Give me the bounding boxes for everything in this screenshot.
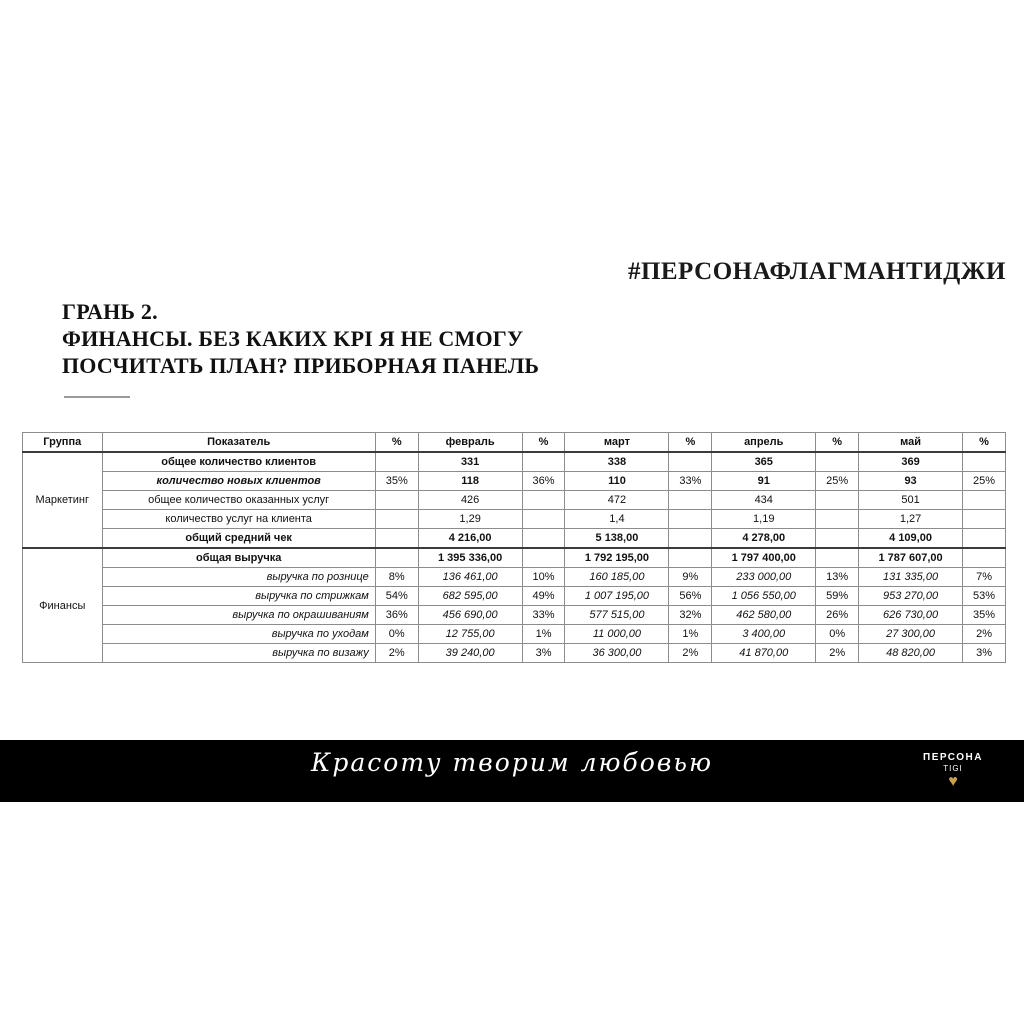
pct-feb: 0% [375,625,418,644]
value-feb: 1,29 [418,510,522,529]
header-pct-3: % [669,433,712,453]
pct-may [816,510,859,529]
pct-mar: 10% [522,568,565,587]
value-apr: 3 400,00 [712,625,816,644]
value-may: 131 335,00 [859,568,963,587]
pct-last [963,491,1006,510]
metric-label: общий средний чек [102,529,375,549]
value-mar: 36 300,00 [565,644,669,663]
header-pct-2: % [522,433,565,453]
value-mar: 5 138,00 [565,529,669,549]
value-feb: 39 240,00 [418,644,522,663]
value-apr: 41 870,00 [712,644,816,663]
pct-last: 53% [963,587,1006,606]
value-feb: 682 595,00 [418,587,522,606]
value-apr: 4 278,00 [712,529,816,549]
pct-last: 7% [963,568,1006,587]
table-row [23,510,1006,529]
pct-mar: 36% [522,472,565,491]
pct-may [816,529,859,549]
metric-label: выручка по уходам [102,625,375,644]
pct-may: 25% [816,472,859,491]
value-may: 48 820,00 [859,644,963,663]
pct-may: 26% [816,606,859,625]
value-mar: 160 185,00 [565,568,669,587]
pct-may [816,491,859,510]
table-row [23,472,1006,491]
table-row [23,568,1006,587]
value-apr: 1,19 [712,510,816,529]
pct-mar [522,529,565,549]
value-apr: 1 797 400,00 [712,548,816,568]
pct-apr [669,548,712,568]
pct-feb: 36% [375,606,418,625]
kpi-table [22,432,1006,663]
header-pct-5: % [963,433,1006,453]
metric-label: количество новых клиентов [102,472,375,491]
header-march: март [565,433,669,453]
value-may: 93 [859,472,963,491]
table-row [23,606,1006,625]
value-feb: 136 461,00 [418,568,522,587]
pct-last [963,510,1006,529]
value-may: 27 300,00 [859,625,963,644]
value-may: 369 [859,452,963,472]
pct-apr [669,491,712,510]
pct-feb [375,510,418,529]
brand-logo [910,752,996,792]
heart-icon: ♥ [948,773,958,790]
value-feb: 426 [418,491,522,510]
title-line-1: ГРАНЬ 2. [62,299,158,324]
header-february: февраль [418,433,522,453]
pct-may [816,452,859,472]
title-line-3: ПОСЧИТАТЬ ПЛАН? ПРИБОРНАЯ ПАНЕЛЬ [62,353,540,378]
pct-feb: 54% [375,587,418,606]
metric-label: выручка по рознице [102,568,375,587]
value-may: 1 787 607,00 [859,548,963,568]
value-apr: 233 000,00 [712,568,816,587]
table-row [23,548,1006,568]
pct-last: 3% [963,644,1006,663]
pct-may: 59% [816,587,859,606]
pct-mar [522,452,565,472]
pct-last: 35% [963,606,1006,625]
header-pct-1: % [375,433,418,453]
pct-may: 2% [816,644,859,663]
page-title [62,298,762,379]
title-line-2: ФИНАНСЫ. БЕЗ КАКИХ KPI Я НЕ СМОГУ [62,326,524,351]
value-may: 1,27 [859,510,963,529]
table-row [23,625,1006,644]
value-may: 4 109,00 [859,529,963,549]
value-mar: 1,4 [565,510,669,529]
table-row [23,452,1006,472]
title-underline [64,396,130,398]
pct-feb: 8% [375,568,418,587]
header-metric: Показатель [102,433,375,453]
metric-label: выручка по стрижкам [102,587,375,606]
pct-mar: 49% [522,587,565,606]
value-may: 501 [859,491,963,510]
pct-last [963,529,1006,549]
pct-apr: 2% [669,644,712,663]
pct-mar [522,491,565,510]
value-apr: 462 580,00 [712,606,816,625]
value-feb: 4 216,00 [418,529,522,549]
metric-label: выручка по визажу [102,644,375,663]
table-header-row [23,433,1006,453]
pct-feb [375,452,418,472]
pct-apr: 1% [669,625,712,644]
pct-apr: 33% [669,472,712,491]
value-may: 626 730,00 [859,606,963,625]
pct-mar: 3% [522,644,565,663]
table-row [23,529,1006,549]
table-row [23,491,1006,510]
pct-apr [669,510,712,529]
metric-label: количество услуг на клиента [102,510,375,529]
kpi-table-wrap [22,432,1006,663]
pct-last [963,452,1006,472]
table-row [23,587,1006,606]
pct-last: 25% [963,472,1006,491]
header-may: май [859,433,963,453]
pct-apr [669,452,712,472]
pct-feb: 35% [375,472,418,491]
logo-name: ПЕРСОНА [923,752,983,763]
value-mar: 1 007 195,00 [565,587,669,606]
pct-apr: 32% [669,606,712,625]
value-feb: 456 690,00 [418,606,522,625]
value-apr: 1 056 550,00 [712,587,816,606]
pct-feb [375,491,418,510]
pct-may: 13% [816,568,859,587]
pct-mar: 33% [522,606,565,625]
header-pct-4: % [816,433,859,453]
table-row [23,644,1006,663]
logo-subtitle: TIGI [943,764,963,773]
value-apr: 365 [712,452,816,472]
value-apr: 434 [712,491,816,510]
pct-mar: 1% [522,625,565,644]
pct-last [963,548,1006,568]
pct-last: 2% [963,625,1006,644]
header-group: Группа [23,433,103,453]
value-mar: 11 000,00 [565,625,669,644]
metric-label: выручка по окрашиваниям [102,606,375,625]
value-mar: 110 [565,472,669,491]
header-april: апрель [712,433,816,453]
value-feb: 12 755,00 [418,625,522,644]
value-may: 953 270,00 [859,587,963,606]
value-feb: 331 [418,452,522,472]
pct-apr [669,529,712,549]
value-feb: 118 [418,472,522,491]
pct-feb: 2% [375,644,418,663]
value-apr: 91 [712,472,816,491]
value-mar: 472 [565,491,669,510]
pct-apr: 56% [669,587,712,606]
pct-feb [375,548,418,568]
value-feb: 1 395 336,00 [418,548,522,568]
pct-mar [522,510,565,529]
group-marketing: Маркетинг [23,452,103,548]
value-mar: 338 [565,452,669,472]
pct-feb [375,529,418,549]
metric-label: общее количество клиентов [102,452,375,472]
group-finance: Финансы [23,548,103,663]
pct-mar [522,548,565,568]
footer-slogan: Красоту творим любовью [311,748,713,777]
pct-may: 0% [816,625,859,644]
pct-apr: 9% [669,568,712,587]
value-mar: 1 792 195,00 [565,548,669,568]
value-mar: 577 515,00 [565,606,669,625]
hashtag: #ПЕРСОНАФЛАГМАНТИДЖИ [627,258,1006,285]
pct-may [816,548,859,568]
metric-label: общая выручка [102,548,375,568]
metric-label: общее количество оказанных услуг [102,491,375,510]
